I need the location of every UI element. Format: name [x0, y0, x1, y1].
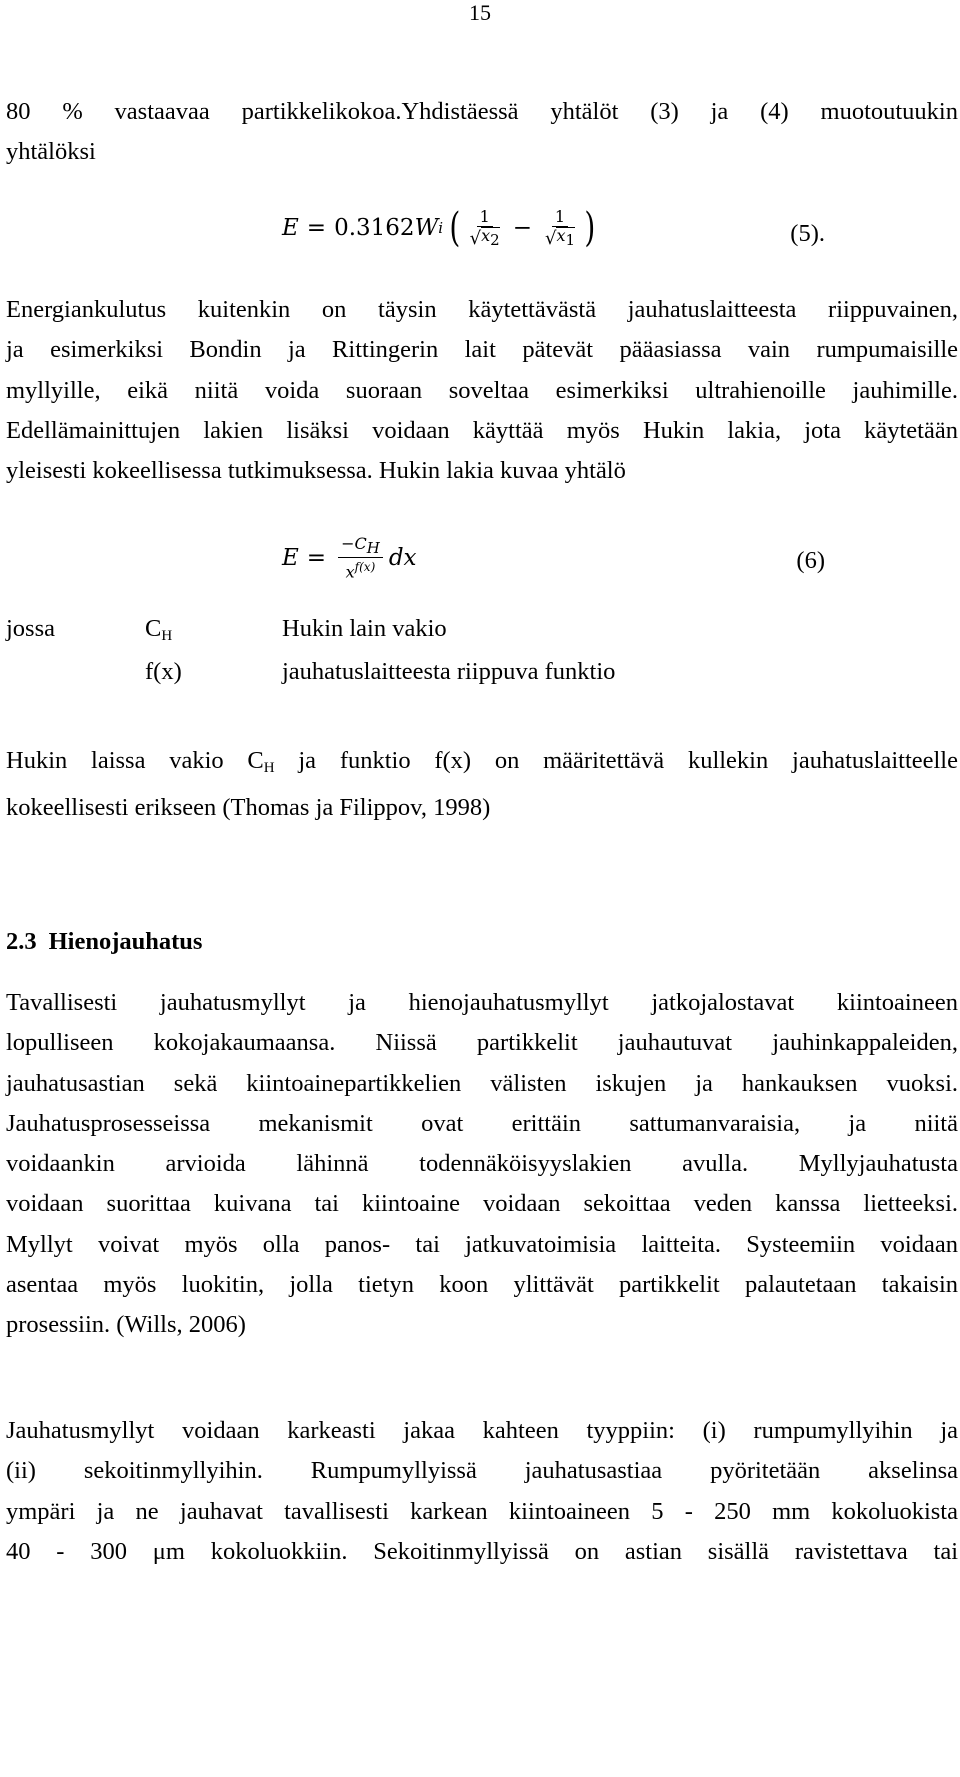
eq-numerator: $-C_H$ [338, 535, 383, 558]
eq-operator: = [306, 545, 327, 572]
eq-denominator: √ $x_2$ [469, 226, 500, 249]
text-line: ympäri ja ne jauhavat tavallisesti karkean kiintoaineen 5 - 250 mm kokoluokista [6, 1497, 958, 1525]
text-line: voidaan suorittaa kuivana tai kiintoaine voidaan sekoittaa veden kanssa lietteeksi. [6, 1190, 958, 1218]
equation-6 [0, 533, 960, 593]
section-title: Hienojauhatus [48, 928, 203, 955]
text-line: 80 % vastaavaa partikkelikokoa.Yhdistäessä yhtälöt (3) ja (4) muotoutuukin [6, 98, 958, 125]
legend-description: jauhatuslaitteesta riippuva funktio [282, 658, 616, 685]
paragraph-fine-grinding [6, 983, 958, 1346]
legend-symbol: $C_H$ [145, 615, 173, 644]
eq-numerator: 1 [477, 208, 493, 227]
equation-6-body [282, 535, 417, 581]
paragraph-intro [6, 92, 958, 173]
legend-description: Hukin lain vakio [282, 615, 447, 642]
equation-5-body [282, 205, 598, 251]
text-line: jauhatusastian sekä kiintoainepartikkelien välisten iskujen ja hankauksen vuoksi. [6, 1069, 958, 1097]
paragraph-hukin [6, 741, 958, 829]
text-line: kokeellisesti erikseen (Thomas ja Filippov, 1998) [6, 794, 491, 822]
eq-fraction [467, 208, 503, 248]
text-line: myllyille, eikä niitä voida suoraan soveltaa esimerkiksi ultrahienoille jauhimille. [6, 376, 958, 404]
text-line: yhtälöksi [6, 138, 96, 166]
eq-coefficient: 0.3162 [334, 215, 415, 241]
text-line: yleisesti kokeellisessa tutkimuksessa. Hukin lakia kuvaa yhtälö [6, 457, 626, 485]
eq-numerator: 1 [552, 208, 568, 227]
text-line: Jauhatusmyllyt voidaan karkeasti jakaa kahteen tyyppiin: (i) rumpumyllyihin ja [6, 1417, 958, 1444]
text-line: prosessiin. (Wills, 2006) [6, 1311, 246, 1339]
text-line: Myllyt voivat myös olla panos- tai jatkuvatoimisia laitteita. Systeemiin voidaan [6, 1230, 958, 1258]
paragraph-mill-types [6, 1411, 958, 1572]
equation-6-number: (6) [796, 547, 825, 574]
text-line: Energiankulutus kuitenkin on täysin käytettävästä jauhatuslaitteesta riippuvainen, [6, 296, 958, 323]
equation-5 [0, 204, 960, 264]
eq-denominator: $x^{f(x)}$ [345, 560, 376, 582]
page-number: 15 [469, 0, 491, 25]
text-line: (ii) sekoitinmyllyihin. Rumpumyllyissä jauhatusastiaa pyöritetään akselinsa [6, 1457, 958, 1485]
eq-denominator: √ $x_1$ [544, 226, 576, 249]
text-line: ja esimerkiksi Bondin ja Rittingerin lait pätevät pääasiassa vain rumpumaisille [6, 336, 958, 364]
text-line: Tavallisesti jauhatusmyllyt ja hienojauhatusmyllyt jatkojalostavat kiintoaineen [6, 989, 958, 1016]
eq-fraction [338, 535, 383, 581]
equation-5-number: (5). [790, 220, 825, 247]
eq-operator: = [306, 215, 327, 241]
text-line: Edellämainittujen lakien lisäksi voidaan käyttää myös Hukin lakia, jota käytetään [6, 416, 958, 444]
legend-jossa: jossa [6, 615, 55, 642]
eq-subscript: i [438, 219, 444, 237]
eq-fraction [542, 208, 578, 248]
text-line: Hukin laissa vakio $C_H$ ja funktio f(x) on määritettävä kullekin jauhatuslaitteelle [6, 747, 958, 776]
text-line: 40 - 300 μm kokoluokkiin. Sekoitinmyllyissä on astian sisällä ravistettava tai [6, 1537, 958, 1565]
eq-paren-open: ( [449, 205, 461, 251]
text-line: asentaa myös luokitin, jolla tietyn koon ylittävät partikkelit palautetaan takaisin [6, 1271, 958, 1299]
eq-differential: dx [388, 545, 417, 572]
eq-symbol: E [282, 215, 299, 241]
paragraph-energy [6, 290, 958, 491]
eq-symbol: E [282, 545, 299, 572]
text-line: Jauhatusprosesseissa mekanismit ovat erittäin sattumanvaraisia, ja niitä [6, 1109, 958, 1137]
text-line: lopulliseen kokojakaumaansa. Niissä partikkelit jauhautuvat jauhinkappaleiden, [6, 1029, 958, 1057]
eq-symbol: W [414, 215, 439, 241]
section-number: 2.3 [6, 928, 37, 955]
text-line: voidaankin arvioida lähinnä todennäköisyyslakien avulla. Myllyjauhatusta [6, 1150, 958, 1178]
legend-symbol: f(x) [145, 658, 182, 685]
section-heading [6, 922, 202, 962]
eq-paren-close: ) [584, 205, 596, 251]
eq-operator: − [512, 215, 532, 241]
